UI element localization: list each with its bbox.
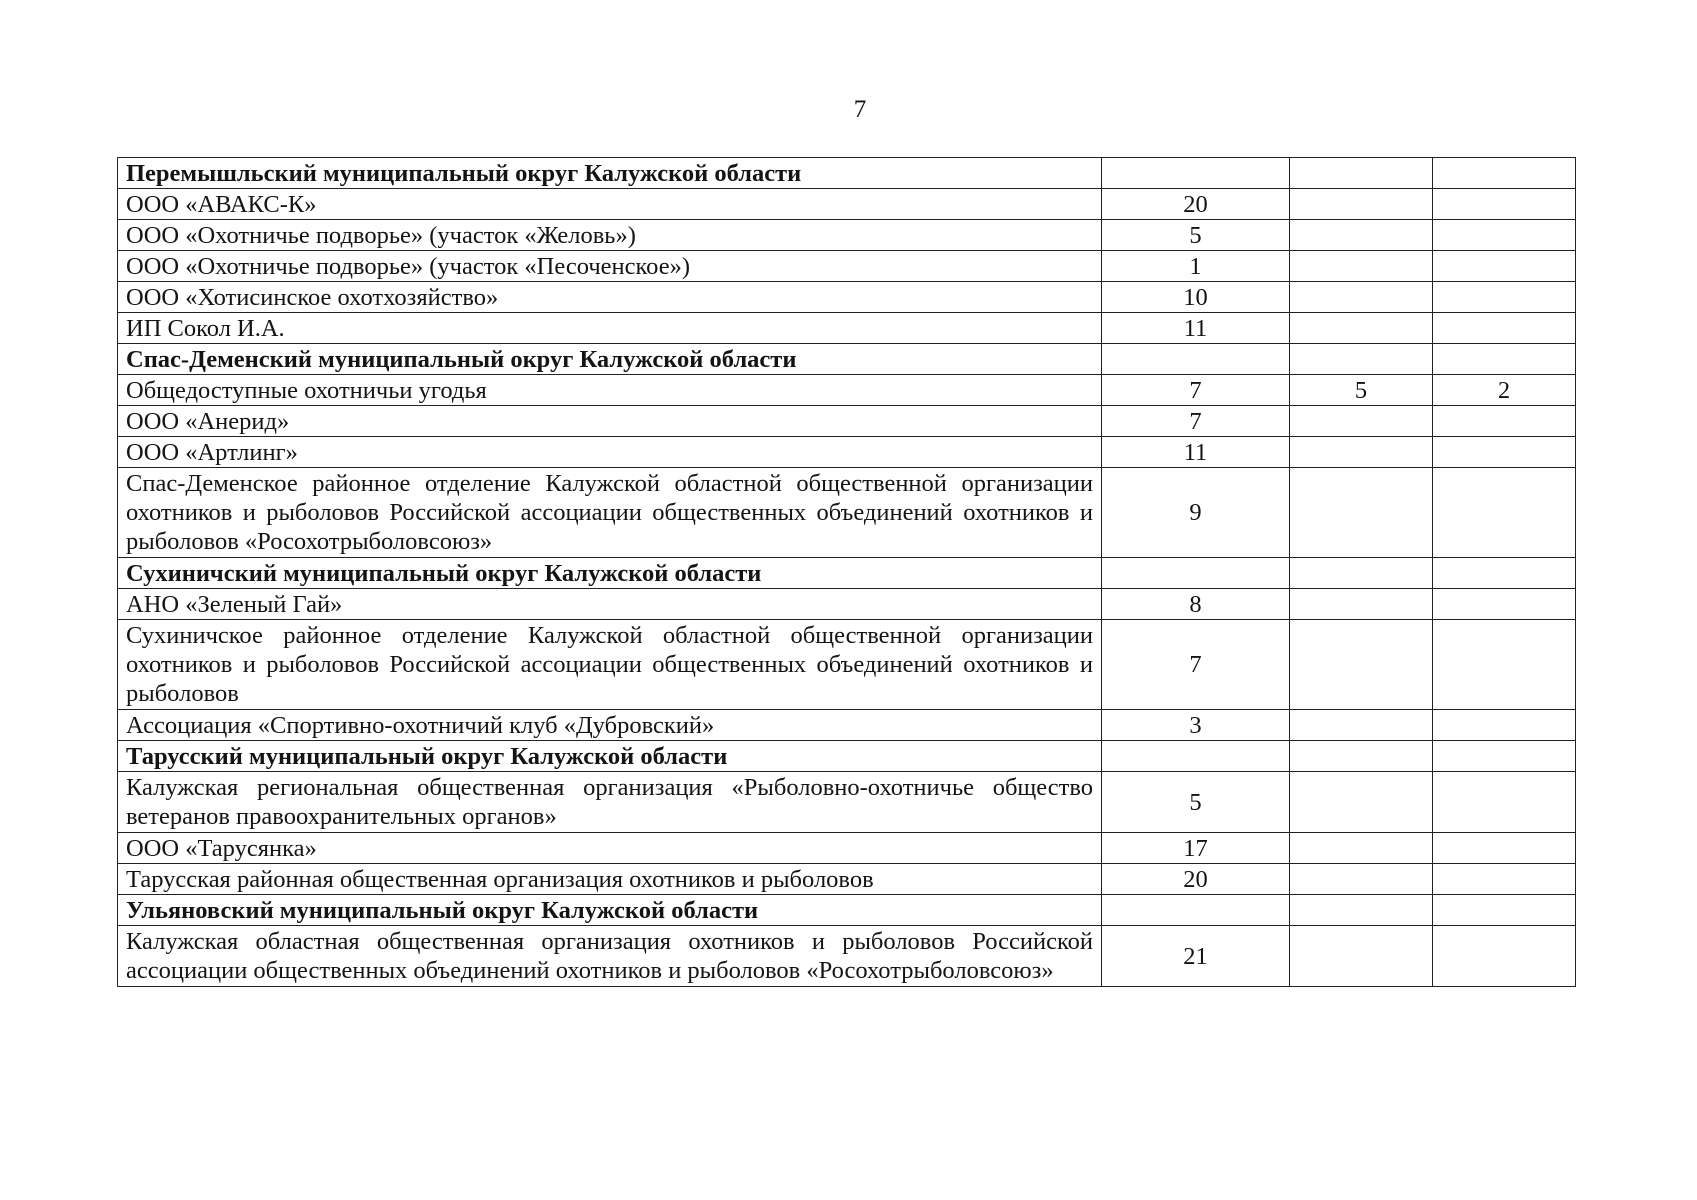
table-row bbox=[118, 833, 1576, 864]
table-row bbox=[118, 375, 1576, 406]
table-row bbox=[118, 589, 1576, 620]
value-cell-3 bbox=[1433, 220, 1576, 251]
value-cell-3 bbox=[1433, 406, 1576, 437]
organization-name: ООО «Охотничье подворье» (участок «Желовь») bbox=[118, 220, 1102, 251]
organization-name: ИП Сокол И.А. bbox=[118, 313, 1102, 344]
value-cell-2 bbox=[1290, 864, 1433, 895]
value-cell-3 bbox=[1433, 864, 1576, 895]
value-cell-3 bbox=[1433, 589, 1576, 620]
organization-name: ООО «Тарусянка» bbox=[118, 833, 1102, 864]
value-cell-3 bbox=[1433, 158, 1576, 189]
quota-table bbox=[117, 157, 1576, 987]
district-name: Перемышльский муниципальный округ Калужской области bbox=[118, 158, 1102, 189]
value-cell-1: 21 bbox=[1102, 926, 1290, 987]
value-cell-3 bbox=[1433, 189, 1576, 220]
district-name: Сухиничский муниципальный округ Калужской области bbox=[118, 558, 1102, 589]
table-body bbox=[118, 158, 1576, 987]
table-row bbox=[118, 710, 1576, 741]
organization-name: ООО «Охотничье подворье» (участок «Песоченское») bbox=[118, 251, 1102, 282]
organization-name: Сухиничское районное отделение Калужской областной общественной организации охотников и рыболовов Российской ассоциации общественных объединений охотников и рыболовов bbox=[118, 620, 1102, 710]
value-cell-2 bbox=[1290, 833, 1433, 864]
value-cell-2 bbox=[1290, 437, 1433, 468]
value-cell-2 bbox=[1290, 406, 1433, 437]
table-row bbox=[118, 313, 1576, 344]
value-cell-3: 2 bbox=[1433, 375, 1576, 406]
district-name: Спас-Деменский муниципальный округ Калужской области bbox=[118, 344, 1102, 375]
table-row bbox=[118, 282, 1576, 313]
table-row bbox=[118, 926, 1576, 987]
table-row bbox=[118, 437, 1576, 468]
value-cell-1: 20 bbox=[1102, 864, 1290, 895]
value-cell-3 bbox=[1433, 313, 1576, 344]
value-cell-1: 8 bbox=[1102, 589, 1290, 620]
value-cell-3 bbox=[1433, 741, 1576, 772]
value-cell-1: 11 bbox=[1102, 437, 1290, 468]
organization-name: ООО «Анерид» bbox=[118, 406, 1102, 437]
value-cell-3 bbox=[1433, 558, 1576, 589]
table-row bbox=[118, 468, 1576, 558]
value-cell-2 bbox=[1290, 468, 1433, 558]
value-cell-2 bbox=[1290, 772, 1433, 833]
district-header-row bbox=[118, 344, 1576, 375]
value-cell-3 bbox=[1433, 251, 1576, 282]
organization-name: АНО «Зеленый Гай» bbox=[118, 589, 1102, 620]
table-row bbox=[118, 189, 1576, 220]
organization-name: Тарусская районная общественная организация охотников и рыболовов bbox=[118, 864, 1102, 895]
value-cell-3 bbox=[1433, 772, 1576, 833]
organization-name: Калужская областная общественная организация охотников и рыболовов Российской ассоциации общественных объединений охотников и рыболовов «Росохотрыболовсоюз» bbox=[118, 926, 1102, 987]
value-cell-2 bbox=[1290, 741, 1433, 772]
value-cell-2: 5 bbox=[1290, 375, 1433, 406]
table-row bbox=[118, 620, 1576, 710]
table-row bbox=[118, 251, 1576, 282]
value-cell-1: 10 bbox=[1102, 282, 1290, 313]
table-row bbox=[118, 772, 1576, 833]
value-cell-2 bbox=[1290, 926, 1433, 987]
value-cell-1: 7 bbox=[1102, 620, 1290, 710]
value-cell-3 bbox=[1433, 833, 1576, 864]
value-cell-1: 5 bbox=[1102, 220, 1290, 251]
value-cell-1: 7 bbox=[1102, 406, 1290, 437]
value-cell-1 bbox=[1102, 895, 1290, 926]
value-cell-1: 1 bbox=[1102, 251, 1290, 282]
district-header-row bbox=[118, 158, 1576, 189]
table-row bbox=[118, 406, 1576, 437]
value-cell-2 bbox=[1290, 158, 1433, 189]
value-cell-3 bbox=[1433, 437, 1576, 468]
value-cell-3 bbox=[1433, 895, 1576, 926]
district-name: Ульяновский муниципальный округ Калужской области bbox=[118, 895, 1102, 926]
organization-name: ООО «АВАКС-К» bbox=[118, 189, 1102, 220]
value-cell-1 bbox=[1102, 344, 1290, 375]
value-cell-1 bbox=[1102, 741, 1290, 772]
value-cell-3 bbox=[1433, 620, 1576, 710]
district-header-row bbox=[118, 895, 1576, 926]
value-cell-1 bbox=[1102, 158, 1290, 189]
value-cell-1: 3 bbox=[1102, 710, 1290, 741]
value-cell-2 bbox=[1290, 282, 1433, 313]
value-cell-3 bbox=[1433, 926, 1576, 987]
value-cell-1: 11 bbox=[1102, 313, 1290, 344]
value-cell-1: 17 bbox=[1102, 833, 1290, 864]
value-cell-3 bbox=[1433, 468, 1576, 558]
value-cell-3 bbox=[1433, 344, 1576, 375]
district-header-row bbox=[118, 558, 1576, 589]
value-cell-2 bbox=[1290, 344, 1433, 375]
value-cell-2 bbox=[1290, 895, 1433, 926]
organization-name: Калужская региональная общественная организация «Рыболовно-охотничье общество ветеранов правоохранительных органов» bbox=[118, 772, 1102, 833]
table-row bbox=[118, 864, 1576, 895]
value-cell-2 bbox=[1290, 313, 1433, 344]
value-cell-2 bbox=[1290, 558, 1433, 589]
organization-name: ООО «Артлинг» bbox=[118, 437, 1102, 468]
organization-name: Общедоступные охотничьи угодья bbox=[118, 375, 1102, 406]
value-cell-1 bbox=[1102, 558, 1290, 589]
value-cell-2 bbox=[1290, 220, 1433, 251]
value-cell-1: 5 bbox=[1102, 772, 1290, 833]
organization-name: Ассоциация «Спортивно-охотничий клуб «Дубровский» bbox=[118, 710, 1102, 741]
value-cell-1: 7 bbox=[1102, 375, 1290, 406]
value-cell-3 bbox=[1433, 710, 1576, 741]
table-row bbox=[118, 220, 1576, 251]
district-name: Тарусский муниципальный округ Калужской области bbox=[118, 741, 1102, 772]
value-cell-1: 9 bbox=[1102, 468, 1290, 558]
value-cell-2 bbox=[1290, 251, 1433, 282]
value-cell-2 bbox=[1290, 589, 1433, 620]
value-cell-2 bbox=[1290, 189, 1433, 220]
organization-name: ООО «Хотисинское охотхозяйство» bbox=[118, 282, 1102, 313]
district-header-row bbox=[118, 741, 1576, 772]
page-number: 7 bbox=[853, 96, 867, 123]
value-cell-2 bbox=[1290, 710, 1433, 741]
organization-name: Спас-Деменское районное отделение Калужской областной общественной организации охотников и рыболовов Российской ассоциации общественных объединений охотников и рыболовов «Росохотрыболовсоюз» bbox=[118, 468, 1102, 558]
value-cell-1: 20 bbox=[1102, 189, 1290, 220]
value-cell-2 bbox=[1290, 620, 1433, 710]
value-cell-3 bbox=[1433, 282, 1576, 313]
